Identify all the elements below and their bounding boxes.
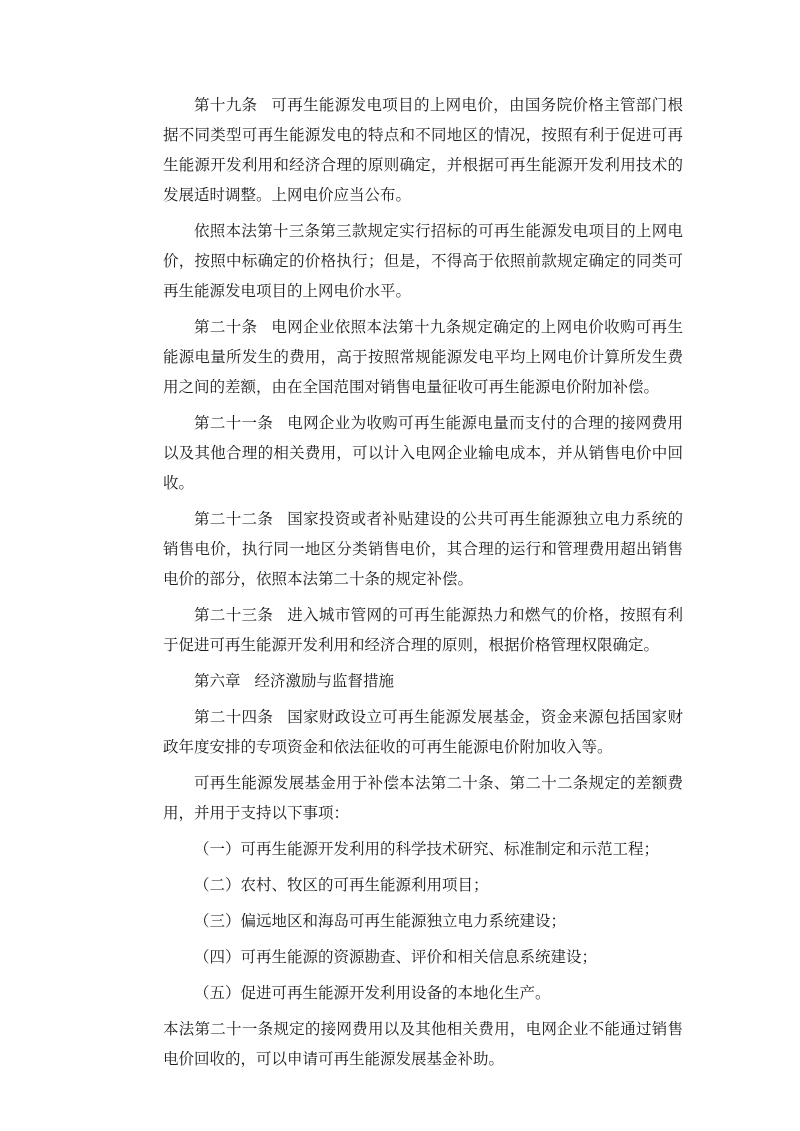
article-24-paragraph-3 (163, 1014, 683, 1074)
article-19 (163, 90, 683, 210)
article-21 (163, 408, 683, 498)
article-label: 第十九条 (194, 96, 258, 114)
article-label: 第二十一条 (194, 414, 274, 432)
list-item-text: （一）可再生能源开发利用的科学技术研究、标准制定和示范工程； (194, 840, 660, 858)
list-item-text: （三）偏远地区和海岛可再生能源独立电力系统建设； (194, 912, 567, 930)
list-item-text: （四）可再生能源的资源勘查、评价和相关信息系统建设； (194, 948, 598, 966)
article-24-paragraph-2 (163, 768, 683, 828)
article-label: 第二十条 (194, 318, 258, 336)
paragraph-text: 依照本法第十三条第三款规定实行招标的可再生能源发电项目的上网电价，按照中标确定的价格执行；但是，不得高于依照前款规定确定的同类可再生能源发电项目的上网电价水平。 (163, 222, 683, 300)
paragraph-text: 本法第二十一条规定的接网费用以及其他相关费用，电网企业不能通过销售电价回收的，可以申请可再生能源发展基金补助。 (163, 1020, 683, 1068)
article-19-paragraph-2 (163, 216, 683, 306)
paragraph-text: 可再生能源发展基金用于补偿本法第二十条、第二十二条规定的差额费用，并用于支持以下事项： (163, 774, 683, 822)
article-text: 电网企业依照本法第十九条规定确定的上网电价收购可再生能源电量所发生的费用，高于按照常规能源发电平均上网电价计算所发生费用之间的差额，由在全国范围对销售电量征收可再生能源电价附加补偿。 (163, 318, 683, 396)
article-23 (163, 600, 683, 660)
list-item (163, 870, 683, 900)
list-item (163, 834, 683, 864)
article-label: 第二十三条 (194, 606, 274, 624)
list-item (163, 906, 683, 936)
document-body (163, 90, 683, 1080)
list-item (163, 942, 683, 972)
article-20 (163, 312, 683, 402)
list-item-text: （五）促进可再生能源开发利用设备的本地化生产。 (194, 984, 551, 1002)
list-item (163, 978, 683, 1008)
article-label: 第二十四条 (194, 708, 274, 726)
article-text: 国家财政设立可再生能源发展基金，资金来源包括国家财政年度安排的专项资金和依法征收的可再生能源电价附加收入等。 (163, 708, 683, 756)
article-22 (163, 504, 683, 594)
article-text: 进入城市管网的可再生能源热力和燃气的价格，按照有利于促进可再生能源开发利用和经济合理的原则，根据价格管理权限确定。 (163, 606, 683, 654)
chapter-heading (163, 666, 683, 696)
article-text: 国家投资或者补贴建设的公共可再生能源独立电力系统的销售电价，执行同一地区分类销售电价，其合理的运行和管理费用超出销售电价的部分，依照本法第二十条的规定补偿。 (163, 510, 683, 588)
article-text: 电网企业为收购可再生能源电量而支付的合理的接网费用以及其他合理的相关费用，可以计入电网企业输电成本，并从销售电价中回收。 (163, 414, 683, 492)
list-item-text: （二）农村、牧区的可再生能源利用项目； (194, 876, 489, 894)
article-label: 第二十二条 (194, 510, 274, 528)
chapter-title: 经济激励与监督措施 (254, 672, 395, 690)
article-text: 可再生能源发电项目的上网电价，由国务院价格主管部门根据不同类型可再生能源发电的特点和不同地区的情况，按照有利于促进可再生能源开发利用和经济合理的原则确定，并根据可再生能源开发利用技术的发展适时调整。上网电价应当公布。 (163, 96, 683, 204)
chapter-label: 第六章 (194, 672, 241, 690)
article-24 (163, 702, 683, 762)
